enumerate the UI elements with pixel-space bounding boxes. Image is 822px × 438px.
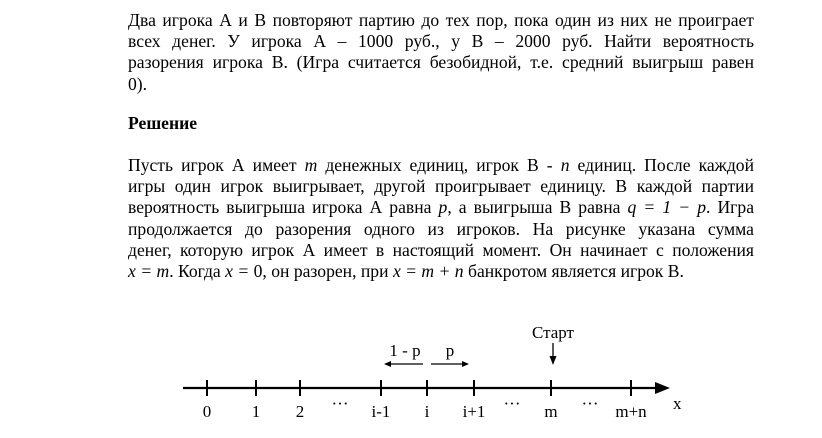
solution-line: денег, которую игрок А имеет в настоящий момент. Он начинает с положения [128, 239, 754, 260]
math-x-eq-mn: x = m + n [392, 261, 464, 282]
left-arrow-head [384, 361, 391, 367]
axis-tick-label: 2 [295, 402, 305, 421]
text-run: . Когда [169, 261, 226, 282]
axis-tick-label: i-1 [371, 402, 391, 421]
problem-line: всех денег. У игрока А – 1000 руб., у В – 2000 руб. Найти вероятность [128, 31, 754, 52]
axis-ellipsis: ··· [581, 394, 599, 413]
axis-arrow-head [655, 382, 670, 394]
right-prob-label: p [445, 341, 455, 360]
text-run: единиц. После каждой [569, 155, 754, 175]
axis-tick-label: i [424, 402, 430, 421]
math-m: m [304, 155, 318, 175]
text-run: денежных единиц, игрок В - [317, 155, 561, 175]
problem-line: 0). [128, 73, 148, 94]
axis-ellipsis: ··· [331, 394, 349, 413]
axis-ticks [203, 380, 647, 421]
start-arrow-head [550, 356, 557, 365]
solution-line: игры один игрок выигрывает, другой проигрывает единицу. В каждой партии [128, 176, 754, 197]
text-run: 0, он разорен, при [253, 261, 393, 282]
start-label: Старт [531, 323, 575, 342]
text-run: вероятность выигрыша игрока А равна [128, 197, 439, 218]
text-run: . Игра [706, 197, 755, 218]
axis-tick-label: 0 [202, 402, 212, 421]
problem-line: разорения игрока В. (Игра считается безобидной, т.е. средний выигрыш равен [128, 52, 754, 73]
solution-heading: Решение [128, 113, 198, 133]
text-run: , а выигрыша В равна [447, 197, 628, 218]
left-prob-label: 1 - p [389, 341, 421, 360]
problem-line: Два игрока А и В повторяют партию до тех пор, пока один из них не проиграет [128, 10, 754, 30]
solution-line: продолжается до разорения одного из игроков. На рисунке указана сумма [128, 218, 754, 239]
math-q-formula: q = 1 − p [627, 197, 706, 218]
math-p: p [438, 197, 448, 218]
axis-tick-label: m+n [615, 402, 647, 421]
axis-tick-label: i+1 [462, 402, 486, 421]
axis-tick-label: 1 [251, 402, 261, 421]
axis-ellipsis: ··· [503, 394, 521, 413]
math-x-eq-m: x = m [128, 261, 170, 282]
right-arrow-head [462, 361, 469, 367]
text-run: банкротом является игрок В. [463, 261, 684, 282]
math-n: n [560, 155, 570, 175]
axis-tick-label: m [544, 402, 558, 421]
axis-label: x [673, 394, 682, 413]
math-x-eq: x = [225, 261, 254, 282]
text-run: Пусть игрок А имеет [128, 155, 305, 175]
